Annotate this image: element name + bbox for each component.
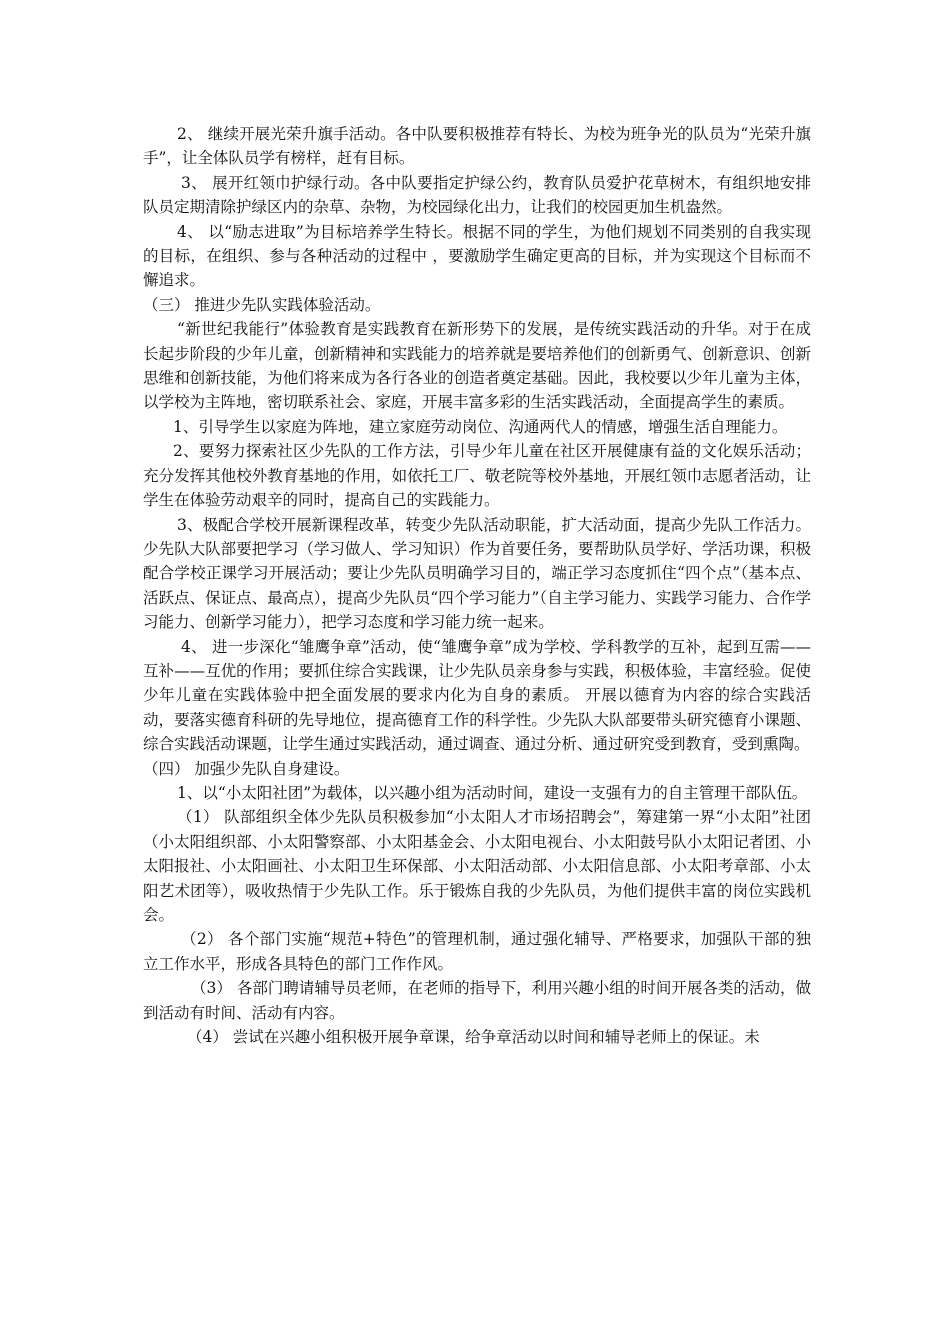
paragraph-item-3-green-action: 3、 展开红领巾护绿行动。各中队要指定护绿公约，教育队员爱护花草树木，有组织地安排队员定期清除护绿区内的杂草、杂物，为校园绿化出力，让我们的校园更加生机盎然。 — [143, 173, 811, 217]
paragraph-practice-item-2: 2、要努力探索社区少先队的工作方法，引导少年儿童在社区开展健康有益的文化娱乐活动；充分发挥其他校外教育基地的作用，如依托工厂、敬老院等校外基地，开展红领巾志愿者活动，让学生在体验劳动艰辛的同时，提高自己的实践能力。 — [143, 442, 811, 510]
paragraph-practice-item-3: 3、极配合学校开展新课程改革，转变少先队活动职能，扩大活动面，提高少先队工作活力。少先队大队部要把学习（学习做人、学习知识）作为首要任务，要帮助队员学好、学活功课，积极配合学校正课学习开展活动；要让少先队员明确学习目的，端正学习态度抓住“四个点”（基本点、活跃点、保证点、最高点），提高少先队员“四个学习能力”（自主学习能力、实践学习能力、合作学习能力、创新学习能力），把学习态度和学习能力统一起来。 — [143, 515, 811, 632]
paragraph-item-4-talent: 4、 以“励志进取”为目标培养学生特长。根据不同的学生，为他们规划不同类别的自我实现的目标，在组织、参与各种活动的过程中 ，要激励学生确定更高的目标，并为实现这个目标而不懈追求。 — [143, 222, 811, 290]
paragraph-practice-item-1: 1、引导学生以家庭为阵地，建立家庭劳动岗位、沟通两代人的情感，增强生活自理能力。 — [173, 417, 788, 436]
document-body — [143, 122, 811, 1049]
paragraph-practice-item-4: 4、 进一步深化“雏鹰争章”活动，使“雏鹰争章”成为学校、学科教学的互补，起到互需——互补——互优的作用；要抓住综合实践课，让少先队员亲身参与实践，积极体验，丰富经验。促使少年儿童在实践体验中把全面发展的要求内化为自身的素质。 开展以德育为内容的综合实践活动，要落实德育科研的先导地位，提高德育工作的科学性。少先队大队部要带头研究德育小课题、综合实践活动课题，让学生通过实践活动，通过调查、通过分析、通过研究受到教育，受到熏陶。 — [143, 637, 811, 754]
paragraph-experience-education: “新世纪我能行”体验教育是实践教育在新形势下的发展，是传统实践活动的升华。对于在成长起步阶段的少年儿童，创新精神和实践能力的培养就是要培养他们的创新勇气、创新意识、创新思维和创新技能，为他们将来成为各行各业的创造者奠定基础。因此，我校要以少年儿童为主体，以学校为主阵地，密切联系社会、家庭，开展丰富多彩的生活实践活动，全面提高学生的素质。 — [143, 320, 811, 412]
paragraph-subitem-3: （3） 各部门聘请辅导员老师，在老师的指导下，利用兴趣小组的时间开展各类的活动，做到活动有时间、活动有内容。 — [143, 979, 811, 1022]
paragraph-item-2-flag-bearer: 2、 继续开展光荣升旗手活动。各中队要积极推荐有特长、为校为班争光的队员为“光荣升旗手”，让全体队员学有榜样，赶有目标。 — [143, 125, 811, 168]
section-heading-4: （四） 加强少先队自身建设。 — [143, 759, 350, 778]
section-heading-3: （三） 推进少先队实践体验活动。 — [143, 295, 381, 314]
paragraph-subitem-2: （2） 各个部门实施“规范+特色”的管理机制，通过强化辅导、严格要求，加强队干部的独立工作水平，形成各具特色的部门工作作风。 — [143, 930, 811, 973]
paragraph-subitem-1: （1） 队部组织全体少先队员积极参加“小太阳人才市场招聘会”，筹建第一界“小太阳”社团（小太阳组织部、小太阳警察部、小太阳基金会、小太阳电视台、小太阳鼓号队小太阳记者团、小太阳报社、小太阳画社、小太阳卫生环保部、小太阳活动部、小太阳信息部、小太阳考章部、小太阳艺术团等），吸收热情于少先队工作。乐于锻炼自我的少先队员，为他们提供丰富的岗位实践机会。 — [143, 808, 811, 924]
paragraph-subitem-4: （4） 尝试在兴趣小组积极开展争章课，给争章活动以时间和辅导老师上的保证。未 — [187, 1028, 760, 1047]
paragraph-self-building-item-1: 1、以“小太阳社团”为载体，以兴趣小组为活动时间，建设一支强有力的自主管理干部队伍。 — [177, 783, 808, 802]
